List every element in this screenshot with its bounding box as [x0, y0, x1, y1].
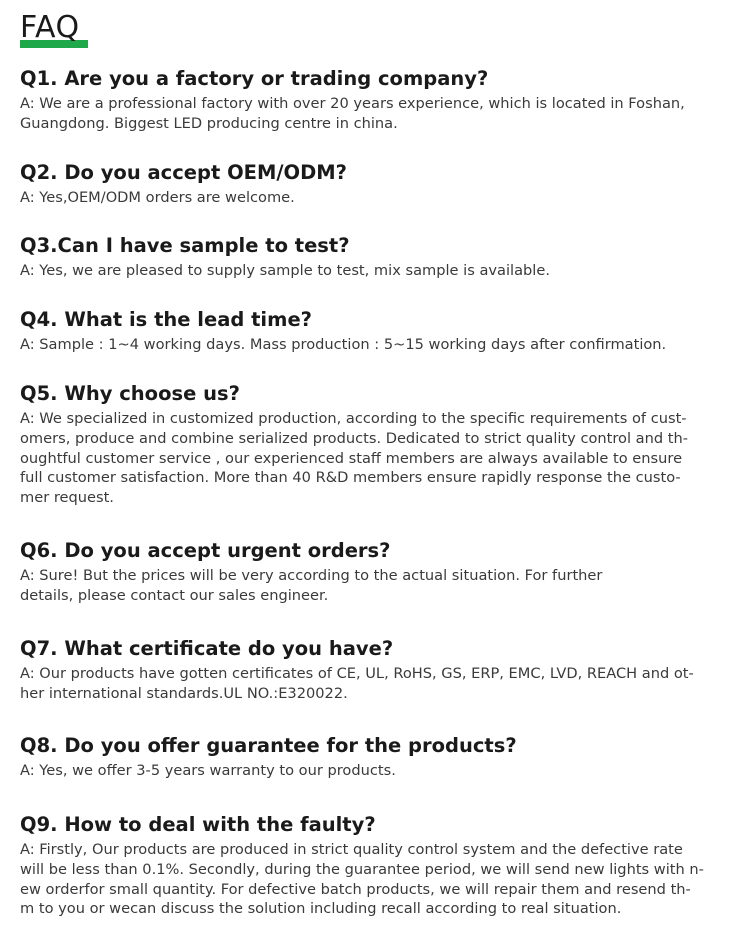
faq-item-2	[20, 160, 740, 208]
question: Q1. Are you a factory or trading company?	[20, 67, 489, 90]
answer-line: A: Yes,OEM/ODM orders are welcome.	[20, 189, 295, 206]
answer-line: A: We specialized in customized production, according to the specific requirements of cust-	[20, 410, 687, 427]
question: Q4. What is the lead time?	[20, 308, 312, 331]
faq-heading	[20, 10, 92, 50]
question: Q8. Do you offer guarantee for the products?	[20, 734, 517, 757]
answer-line: oughtful customer service , our experienced staff members are always available to ensure	[20, 449, 683, 467]
answer-line: her international standards.UL NO.:E320022.	[20, 684, 348, 702]
answer-line: A: We are a professional factory with over 20 years experience, which is located in Foshan,	[20, 95, 685, 112]
answer-line: ew orderfor small quantity. For defective batch products, we will repair them and resend th-	[20, 880, 691, 898]
faq-item-5	[20, 381, 740, 508]
faq-item-7	[20, 636, 740, 704]
answer-line: omers, produce and combine serialized products. Dedicated to strict quality control and th-	[20, 429, 688, 447]
answer	[20, 664, 740, 704]
question: Q7. What certificate do you have?	[20, 637, 394, 660]
faq-item-6	[20, 538, 740, 606]
faq-item-4	[20, 307, 740, 355]
answer	[20, 94, 740, 134]
answer-line: Guangdong. Biggest LED producing centre in china.	[20, 114, 398, 132]
answer	[20, 188, 740, 208]
answer-line: A: Yes, we offer 3-5 years warranty to our products.	[20, 762, 396, 779]
answer-line: A: Sure! But the prices will be very according to the actual situation. For further	[20, 567, 603, 584]
answer	[20, 840, 740, 919]
answer	[20, 409, 740, 508]
faq-item-8	[20, 733, 740, 781]
answer-line: full customer satisfaction. More than 40 R&D members ensure rapidly response the custo-	[20, 469, 681, 487]
faq-item-1	[20, 66, 740, 134]
answer	[20, 261, 740, 281]
question: Q2. Do you accept OEM/ODM?	[20, 161, 347, 184]
faq-item-9	[20, 812, 740, 919]
faq-item-3	[20, 233, 740, 281]
answer	[20, 335, 740, 355]
answer-line: A: Our products have gotten certificates of CE, UL, RoHS, GS, ERP, EMC, LVD, REACH and ot-	[20, 665, 694, 682]
question: Q5. Why choose us?	[20, 382, 240, 405]
answer-line: A: Firstly, Our products are produced in strict quality control system and the defective rate	[20, 841, 683, 858]
answer	[20, 761, 740, 781]
answer-line: details, please contact our sales engineer.	[20, 586, 329, 604]
question: Q3.Can I have sample to test?	[20, 234, 350, 257]
answer	[20, 566, 740, 606]
answer-line: A: Sample : 1~4 working days. Mass production : 5~15 working days after confirmation.	[20, 336, 667, 353]
question: Q9. How to deal with the faulty?	[20, 813, 376, 836]
answer-line: will be less than 0.1%. Secondly, during the guarantee period, we will send new lights with n-	[20, 860, 704, 878]
answer-line: A: Yes, we are pleased to supply sample to test, mix sample is available.	[20, 262, 550, 279]
faq-heading-text: FAQ	[20, 10, 80, 45]
question: Q6. Do you accept urgent orders?	[20, 539, 391, 562]
answer-line: mer request.	[20, 489, 114, 507]
answer-line: m to you or wecan discuss the solution including recall according to real situation.	[20, 900, 622, 918]
